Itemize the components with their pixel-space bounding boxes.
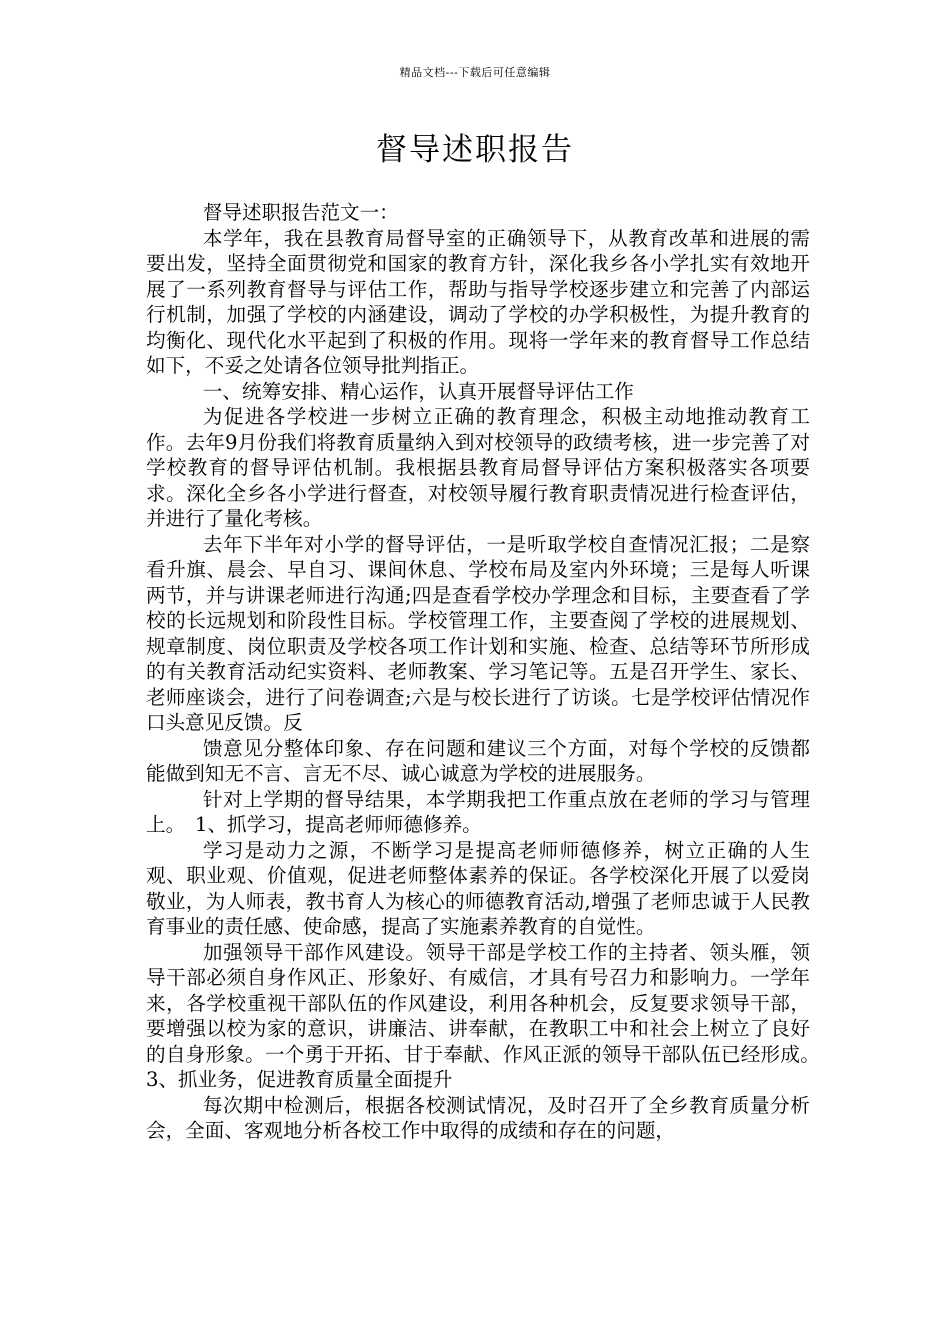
- paragraph: 针对上学期的督导结果，本学期我把工作重点放在老师的学习与管理上。 1、抓学习，提高老师师德修养。: [146, 787, 810, 836]
- document-title: 督导述职报告: [376, 132, 574, 168]
- paragraph: 本学年，我在县教育局督导室的正确领导下，从教育改革和进展的需要出发，坚持全面贯彻党和国家的教育方针，深化我乡各小学扎实有效地开展了一系列教育督导与评估工作，帮助与指导学校逐步建立和完善了内部运行机制，加强了学校的内涵建设，调动了学校的办学积极性，为提升教育的均衡化、现代化水平起到了积极的作用。现将一学年来的教育督导工作总结如下，不妥之处请各位领导批判指正。: [146, 226, 810, 377]
- header-note: 精品文档---下载后可任意编辑: [399, 66, 551, 79]
- paragraph-intro: 督导述职报告范文一：: [202, 201, 399, 224]
- paragraph: 为促进各学校进一步树立正确的教育理念，积极主动地推动教育工作。去年9月份我们将教育质量纳入到对校领导的政绩考核，进一步完善了对学校教育的督导评估机制。我根据县教育局督导评估方案积极落实各项要求。深化全乡各小学进行督查，对校领导履行教育职责情况进行检查评估，并进行了量化考核。: [146, 405, 810, 530]
- paragraph: 加强领导干部作风建设。领导干部是学校工作的主持者、领头雁，领导干部必须自身作风正、形象好、有威信，才具有号召力和影响力。一学年来，各学校重视干部队伍的作风建设，利用各种机会，反复要求领导干部，要增强以校为家的意识，讲廉洁、讲奉献，在教职工中和社会上树立了良好的自身形象。一个勇于开拓、甘于奉献、作风正派的领导干部队伍已经形成。 3、抓业务，促进教育质量全面提升: [146, 940, 830, 1091]
- paragraph: 馈意见分整体印象、存在问题和建议三个方面，对每个学校的反馈都能做到知无不言、言无不尽、诚心诚意为学校的进展服务。: [146, 736, 810, 785]
- paragraph: 每次期中检测后，根据各校测试情况，及时召开了全乡教育质量分析会，全面、客观地分析各校工作中取得的成绩和存在的问题，: [146, 1093, 810, 1142]
- paragraph: 学习是动力之源，不断学习是提高老师师德修养，树立正确的人生观、职业观、价值观，促进老师整体素养的保证。各学校深化开展了以爱岗敬业，为人师表，教书育人为核心的师德教育活动,增强了老师忠诚于人民教育事业的责任感、使命感，提高了实施素养教育的自觉性。: [146, 838, 810, 938]
- paragraph: 去年下半年对小学的督导评估，一是听取学校自查情况汇报；二是察看升旗、晨会、早自习、课间休息、学校布局及室内外环境；三是每人听课两节，并与讲课老师进行沟通;四是查看学校办学理念和目标，主要查看了学校的长远规划和阶段性目标。学校管理工作，主要查阅了学校的进展规划、规章制度、岗位职责及学校各项工作计划和实施、检查、总结等环节所形成的有关教育活动纪实资料、老师教案、学习笔记等。五是召开学生、家长、老师座谈会，进行了问卷调查;六是与校长进行了访谈。七是学校评估情况作口头意见反馈。反: [146, 532, 810, 734]
- document-body: [146, 200, 830, 1144]
- section-heading: 一、统筹安排、精心运作，认真开展督导评估工作: [202, 379, 634, 403]
